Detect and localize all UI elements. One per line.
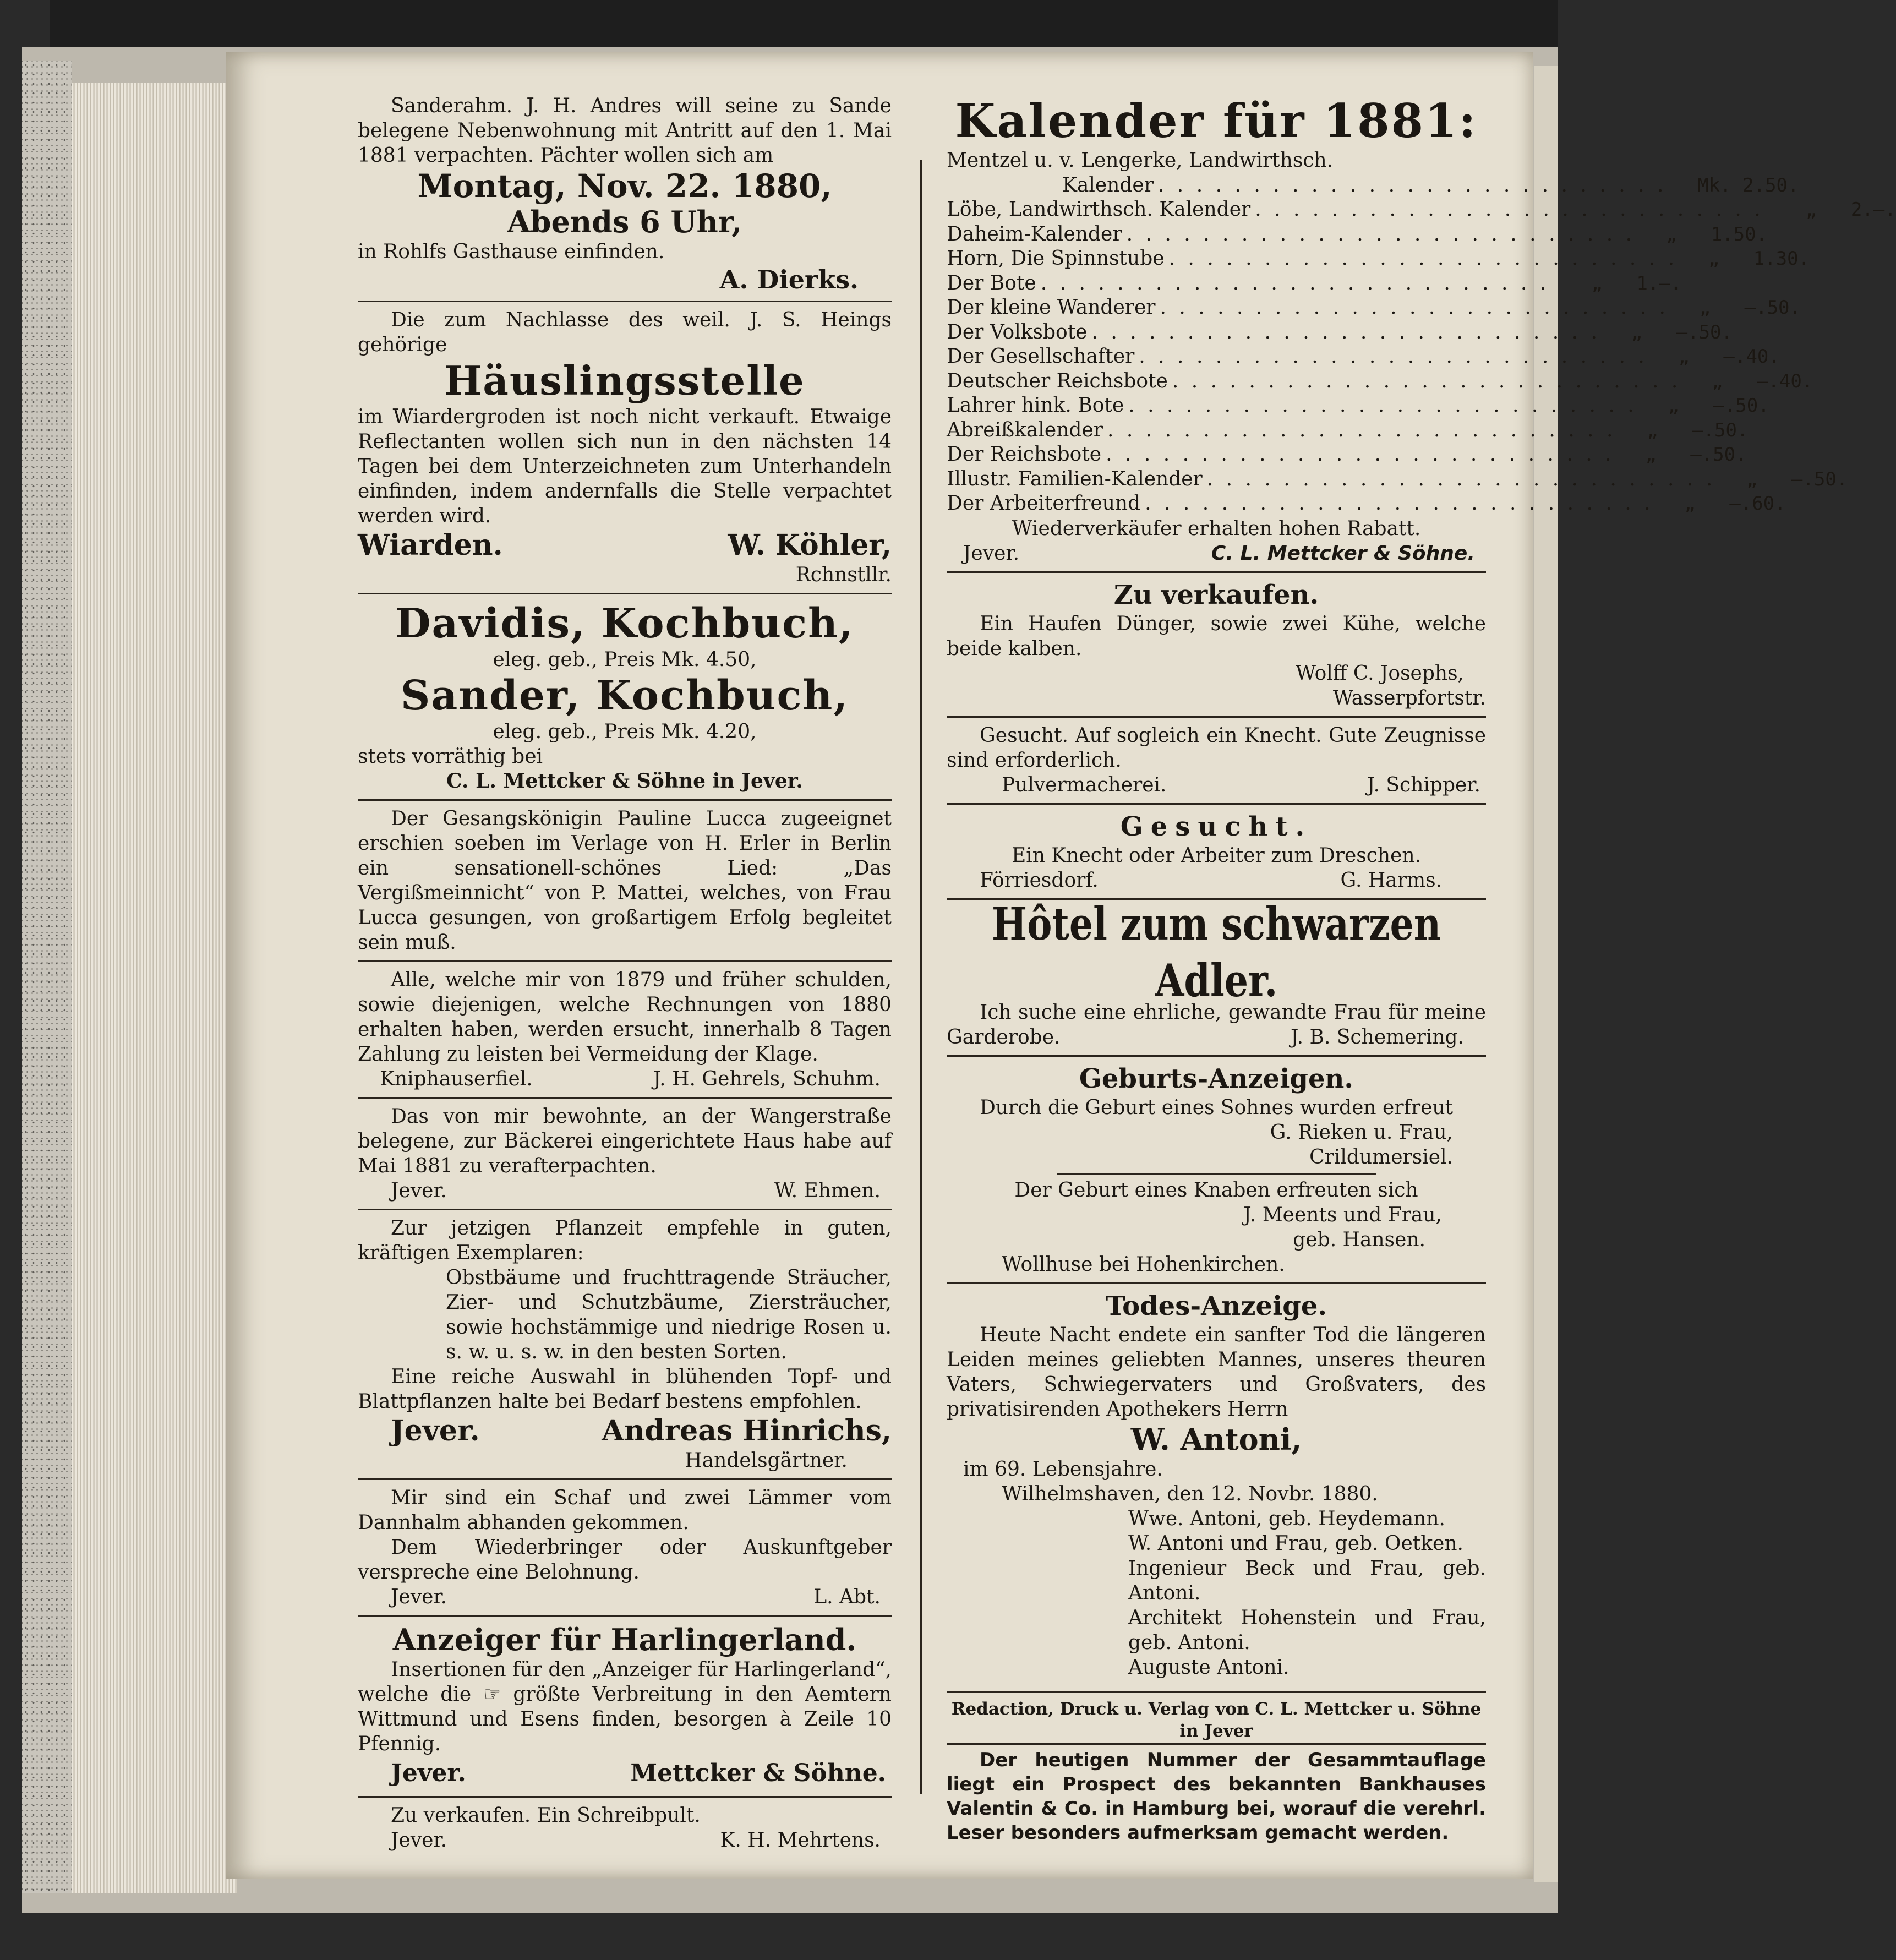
leader-dots: . . . . . . . . . . . . . . . . . . . . . . . . . . . xyxy=(1255,198,1764,221)
rule xyxy=(947,803,1486,805)
ad-text-2: Dem Wiederbringer oder Auskunftgeber verspreche eine Belohnung. xyxy=(358,1536,892,1584)
calendar-title: Kalender für 1881: xyxy=(955,94,1478,148)
ad-place: Kniphauserfiel. xyxy=(380,1068,533,1090)
ad-text: Alle, welche mir von 1879 und früher schulden, sowie diejenigen, welche Rechnungen von 1880 erhalten haben, werden ersucht, innerhalb 8 Tagen Zahlung zu leisten bei Vermeidung der Klage. xyxy=(358,969,892,1066)
ad-place: Jever. xyxy=(391,1829,447,1852)
ad-signature: Mettcker & Söhne. xyxy=(630,1759,886,1787)
calendar-item-price: „ —.50. xyxy=(1645,444,1747,466)
mourner-line: W. Antoni und Frau, geb. Oetken. xyxy=(1128,1532,1463,1555)
ad-writing-desk xyxy=(358,1803,892,1853)
ad-place: Jever. xyxy=(391,1180,447,1202)
calendar-item-name: Abreißkalender xyxy=(947,418,1103,441)
speckled-spine xyxy=(22,61,72,1893)
ad-text: Insertionen für den „Anzeiger für Harlingerland“, welche die ☞ größte Verbreitung in den Aemtern Wittmund und Esens finden, besorgen à Zeile 10 Pfennig. xyxy=(358,1658,892,1755)
ad-title: Geburts-Anzeigen. xyxy=(1079,1063,1354,1094)
calendar-item-price: „ 1.50. xyxy=(1665,223,1768,245)
supplement-notice: Der heutigen Nummer der Gesammtauflage liegt ein Prospect des bekannten Bankhauses Valentin & Co. in Hamburg bei, worauf die verehrl. Leser besonders aufmerksam gemacht werden. xyxy=(947,1749,1486,1844)
rule xyxy=(358,799,892,801)
ad-cookbooks xyxy=(358,600,892,794)
rule xyxy=(358,1478,892,1480)
mourner-line: Architekt Hohenstein und Frau, geb. Antoni. xyxy=(1128,1606,1486,1654)
calendar-item-name: Kalender xyxy=(1062,173,1154,196)
calendar-item-name: Der Volksbote xyxy=(947,320,1088,343)
calendar-item-price: „ —.50. xyxy=(1668,395,1769,417)
ad-title: Anzeiger für Harlingerland. xyxy=(392,1622,857,1657)
rule xyxy=(358,1615,892,1617)
ad-text: Zu verkaufen. Ein Schreibpult. xyxy=(391,1804,701,1827)
calendar-item-name: Der kleine Wanderer xyxy=(947,296,1156,319)
rule xyxy=(358,301,892,302)
birth-names-1: G. Rieken u. Frau, xyxy=(1270,1121,1453,1144)
ad-text: Gesucht. Auf sogleich ein Knecht. Gute Zeugnisse sind erforderlich. xyxy=(947,724,1486,772)
calendar-item-name: Mentzel u. v. Lengerke, Landwirthsch. xyxy=(947,149,1334,172)
ad-place: Wiarden. xyxy=(358,528,503,562)
calendar-item-name: Illustr. Familien-Kalender xyxy=(947,467,1203,490)
calendar-item-price: Mk. 2.50. xyxy=(1697,174,1799,196)
calendar-item xyxy=(947,369,1813,394)
birth-names-2: J. Meents und Frau, xyxy=(1243,1203,1442,1226)
ad-signature: K. H. Mehrtens. xyxy=(720,1829,881,1852)
leader-dots: . . . . . . . . . . . . . . . . . . . . . . . . . . . xyxy=(1128,394,1637,417)
calendar-list xyxy=(947,149,1896,516)
ad-hotel xyxy=(947,897,1486,1050)
calendar-item-name: Der Gesellschafter xyxy=(947,345,1135,368)
calendar-item xyxy=(947,492,1786,516)
book-price-2: eleg. geb., Preis Mk. 4.20, xyxy=(493,720,757,743)
ad-signature: J. Schipper. xyxy=(1367,773,1480,796)
calendar-item-name: Löbe, Landwirthsch. Kalender xyxy=(947,198,1251,221)
calendar-item xyxy=(947,467,1848,492)
ad-text: Ein Haufen Dünger, sowie zwei Kühe, welche beide kalben. xyxy=(947,612,1486,660)
ad-intro: Zur jetzigen Pflanzeit empfehle in guten, kräftigen Exemplaren: xyxy=(358,1217,892,1264)
rule xyxy=(947,1055,1486,1057)
book-price-1: eleg. geb., Preis Mk. 4.50, xyxy=(493,648,757,671)
page-edges xyxy=(72,83,237,1893)
ad-place: Jever. xyxy=(391,1759,466,1787)
ad-lost-sheep xyxy=(358,1486,892,1609)
calendar-item xyxy=(947,443,1747,467)
rule xyxy=(947,716,1486,718)
ad-signature: W. Köhler, xyxy=(728,528,892,562)
ad-wanted-servant xyxy=(947,723,1486,798)
ad-signature: C. L. Mettcker & Söhne. xyxy=(1211,542,1475,565)
mourner-line: Auguste Antoni. xyxy=(1128,1656,1290,1679)
calendar-item xyxy=(947,296,1801,320)
calendar-item-price: „ —.50. xyxy=(1631,321,1733,343)
ad-signature: W. Ehmen. xyxy=(774,1180,881,1202)
mourner-line: Ingenieur Beck und Frau, geb. Antoni. xyxy=(1128,1557,1486,1604)
ad-song xyxy=(358,806,892,955)
ad-nursery xyxy=(358,1216,892,1473)
leader-dots: . . . . . . . . . . . . . . . . . . . . . . . . . . . xyxy=(1206,467,1716,490)
right-column xyxy=(947,94,1896,1845)
ad-role: Rchnstllr. xyxy=(795,564,892,586)
calendar-item-name: Der Reichsbote xyxy=(947,443,1102,466)
calendar-item xyxy=(947,198,1896,222)
calendar-item-name: Deutscher Reichsbote xyxy=(947,369,1168,392)
calendar-item-price: „ 1.—. xyxy=(1591,272,1682,294)
ad-for-sale xyxy=(947,578,1486,711)
ad-title: Gesucht. xyxy=(1120,811,1313,842)
rule xyxy=(358,1796,892,1798)
ad-haeuslingsstelle xyxy=(358,308,892,587)
ad-harlingerland xyxy=(358,1622,892,1790)
calendar-item-price: „ —.50. xyxy=(1647,419,1749,441)
calendar-item-price: „ —.40. xyxy=(1712,370,1813,392)
ad-title: Zu verkaufen. xyxy=(1113,579,1319,610)
calendar-item-name: Lahrer hink. Bote xyxy=(947,394,1124,417)
ad-text: Das von mir bewohnte, an der Wangerstraße belegene, zur Bäckerei eingerichtete Haus habe auf Mai 1881 zu verafterpachten. xyxy=(358,1105,892,1177)
rule xyxy=(947,571,1486,573)
ad-text: Ich suche eine ehrliche, gewandte Frau für meine Garderobe. xyxy=(947,1001,1486,1049)
ad-wanted-worker xyxy=(947,810,1486,893)
leader-dots: . . . . . . . . . . . . . . . . . . . . . . . . . . . xyxy=(1157,173,1667,196)
ad-calendars xyxy=(947,94,1896,566)
imprint: Redaction, Druck u. Verlag von C. L. Mettcker u. Söhne in Jever xyxy=(951,1699,1482,1741)
ad-signature: J. H. Gehrels, Schuhm. xyxy=(653,1068,881,1090)
ad-house-lease xyxy=(358,1104,892,1203)
calendar-note: Wiederverkäufer erhalten hohen Rabatt. xyxy=(1012,517,1421,540)
rule xyxy=(358,593,892,594)
calendar-item-name: Daheim-Kalender xyxy=(947,222,1122,245)
leader-dots: . . . . . . . . . . . . . . . . . . . . . . . . . . . xyxy=(1172,369,1681,392)
mourner-line: Wwe. Antoni, geb. Heydemann. xyxy=(1128,1507,1445,1530)
ad-intro: Die zum Nachlasse des weil. J. S. Heings gehörige xyxy=(358,309,892,356)
birth-names-2b: geb. Hansen. xyxy=(1293,1228,1425,1251)
leader-dots: . . . . . . . . . . . . . . . . . . . . . . . . . . . xyxy=(1126,222,1636,245)
rule xyxy=(947,1691,1486,1693)
calendar-item xyxy=(947,394,1769,418)
ad-text: Eine reiche Auswahl in blühenden Topf- und Blattpflanzen halte bei Bedarf bestens empfohlen. xyxy=(358,1366,892,1413)
ad-place: in Rohlfs Gasthause einfinden. xyxy=(358,241,665,263)
calendar-item-price: „ —.40. xyxy=(1678,346,1780,368)
calendar-item-name: Der Bote xyxy=(947,271,1036,294)
leader-dots: . . . . . . . . . . . . . . . . . . . . . . . . . . . xyxy=(1139,345,1648,368)
leader-dots: . . . . . . . . . . . . . . . . . . . . . . . . . . . xyxy=(1160,296,1669,319)
ad-place: Förriesdorf. xyxy=(980,869,1099,892)
birth-text-2: Der Geburt eines Knaben erfreuten sich xyxy=(1014,1178,1418,1202)
calendar-item-name: Horn, Die Spinnstube xyxy=(947,247,1165,270)
column-divider xyxy=(920,160,922,1794)
deceased-name: W. Antoni, xyxy=(1130,1421,1302,1457)
ad-title: Todes-Anzeige. xyxy=(1105,1290,1327,1322)
calendar-item-name: Der Arbeiterfreund xyxy=(947,492,1141,515)
calendar-item-price: „ —.50. xyxy=(1699,297,1801,319)
leader-dots: . . . . . . . . . . . . . . . . . . . . . . . . . . . xyxy=(1107,418,1616,441)
leader-dots: . . . . . . . . . . . . . . . . . . . . . . . . . . . xyxy=(1106,443,1615,466)
ad-place: Jever. xyxy=(391,1414,480,1448)
rule xyxy=(358,1097,892,1099)
hotel-title: Hôtel zum schwarzen Adler. xyxy=(991,897,1441,1008)
ad-place: Wasserpfortstr. xyxy=(1332,686,1486,709)
ad-text: Mir sind ein Schaf und zwei Lämmer vom Dannhalm abhanden gekommen. xyxy=(358,1487,892,1534)
ad-text: Ein Knecht oder Arbeiter zum Dreschen. xyxy=(1011,844,1422,867)
leader-dots: . . . . . . . . . . . . . . . . . . . . . . . . . . . xyxy=(1145,492,1654,515)
birth-place-1: Crildumersiel. xyxy=(1309,1145,1453,1169)
ad-time: Abends 6 Uhr, xyxy=(507,204,742,239)
calendar-item-price: „ 1.30. xyxy=(1708,248,1810,270)
calendar-item xyxy=(947,247,1810,271)
calendar-item-price: „ —.50. xyxy=(1746,468,1848,490)
ad-text: Der Gesangskönigin Pauline Lucca zugeeignet erschien soeben im Verlage von H. Erler in Berlin ein sensationell-schönes Lied: „Das Vergißmeinnicht“ von P. Mattei, welches, von Frau Lucca gesungen, von großartigem Erfolg begleitet sein muß. xyxy=(358,807,892,954)
deceased-age: im 69. Lebensjahre. xyxy=(963,1457,1163,1481)
leader-dots: . . . . . . . . . . . . . . . . . . . . . . . . . . . xyxy=(1168,247,1678,270)
calendar-item xyxy=(947,271,1682,296)
ad-place: Pulvermacherei. xyxy=(1002,773,1167,796)
imprint-block xyxy=(947,1698,1486,1845)
book-title-2: Sander, Kochbuch, xyxy=(400,672,849,719)
ad-place: Jever. xyxy=(391,1586,447,1608)
rule-short xyxy=(1057,1173,1376,1175)
ad-births xyxy=(947,1062,1486,1277)
rule xyxy=(947,1282,1486,1284)
calendar-item xyxy=(947,222,1768,247)
leader-dots: . . . . . . . . . . . . . . . . . . . . . . . . . . . xyxy=(1040,271,1550,294)
ad-debts xyxy=(358,968,892,1091)
leader-dots: . . . . . . . . . . . . . . . . . . . . . . . . . . . xyxy=(1091,320,1600,343)
ad-sande-rental xyxy=(358,94,892,295)
mourners-list xyxy=(947,1506,1486,1680)
ad-list: Obstbäume und fruchttragende Sträucher, Zier- und Schutzbäume, Ziersträucher, sowie hochstämmige und niedrige Rosen u. s. w. u. s. w. in den besten Sorten. xyxy=(446,1266,892,1363)
ad-stock: stets vorräthig bei xyxy=(358,745,543,768)
calendar-item xyxy=(947,173,1799,198)
ad-text: im Wiardergroden ist noch nicht verkauft. Etwaige Reflectanten wollen sich nun in den nächsten 14 Tagen bei dem Unterzeichneten zum Unterhandeln einfinden, indem andernfalls die Stelle verpachtet werden wird. xyxy=(358,406,892,527)
ad-signature: J. B. Schemering. xyxy=(1290,1025,1464,1049)
ad-date: Montag, Nov. 22. 1880, xyxy=(417,167,832,205)
ad-signature: A. Dierks. xyxy=(719,265,859,294)
ad-signature: Wolff C. Josephs, xyxy=(1296,662,1464,685)
book-title-1: Davidis, Kochbuch, xyxy=(395,600,854,647)
rule xyxy=(358,1209,892,1210)
calendar-item xyxy=(947,320,1733,345)
ad-place: Jever. xyxy=(963,542,1020,565)
left-column xyxy=(358,94,892,1853)
calendar-item xyxy=(947,345,1780,369)
ad-text: Heute Nacht endete ein sanfter Tod die längeren Leiden meines geliebten Mannes, unseres theuren Vaters, Schwiegervaters und Großvaters, des privatisirenden Apothekers Herrn xyxy=(947,1323,1486,1421)
ad-death xyxy=(947,1290,1486,1680)
rule xyxy=(358,960,892,962)
ad-dealer: C. L. Mettcker & Söhne in Jever. xyxy=(446,769,803,793)
birth-text-1: Durch die Geburt eines Sohnes wurden erfreut xyxy=(979,1096,1454,1119)
calendar-item-price: „ 2.—. xyxy=(1805,199,1896,221)
death-dateline: Wilhelmshaven, den 12. Novbr. 1880. xyxy=(1002,1482,1378,1505)
scanner-background xyxy=(50,0,1558,47)
ad-signature: G. Harms. xyxy=(1340,869,1442,892)
calendar-item xyxy=(947,418,1749,443)
ad-role: Handelsgärtner. xyxy=(685,1449,848,1472)
calendar-item-price: „ —.60. xyxy=(1684,493,1786,515)
calendar-item xyxy=(947,149,1486,173)
ad-signature: L. Abt. xyxy=(813,1586,881,1608)
ad-title: Häuslingsstelle xyxy=(444,357,805,404)
rule xyxy=(947,1743,1486,1745)
ad-signature: Andreas Hinrichs, xyxy=(602,1414,892,1448)
birth-place-2: Wollhuse bei Hohenkirchen. xyxy=(1002,1253,1285,1276)
ad-text: Sanderahm. J. H. Andres will seine zu Sande belegene Nebenwohnung mit Antritt auf den 1. Mai 1881 verpachten. Pächter wollen sich am xyxy=(358,95,892,167)
